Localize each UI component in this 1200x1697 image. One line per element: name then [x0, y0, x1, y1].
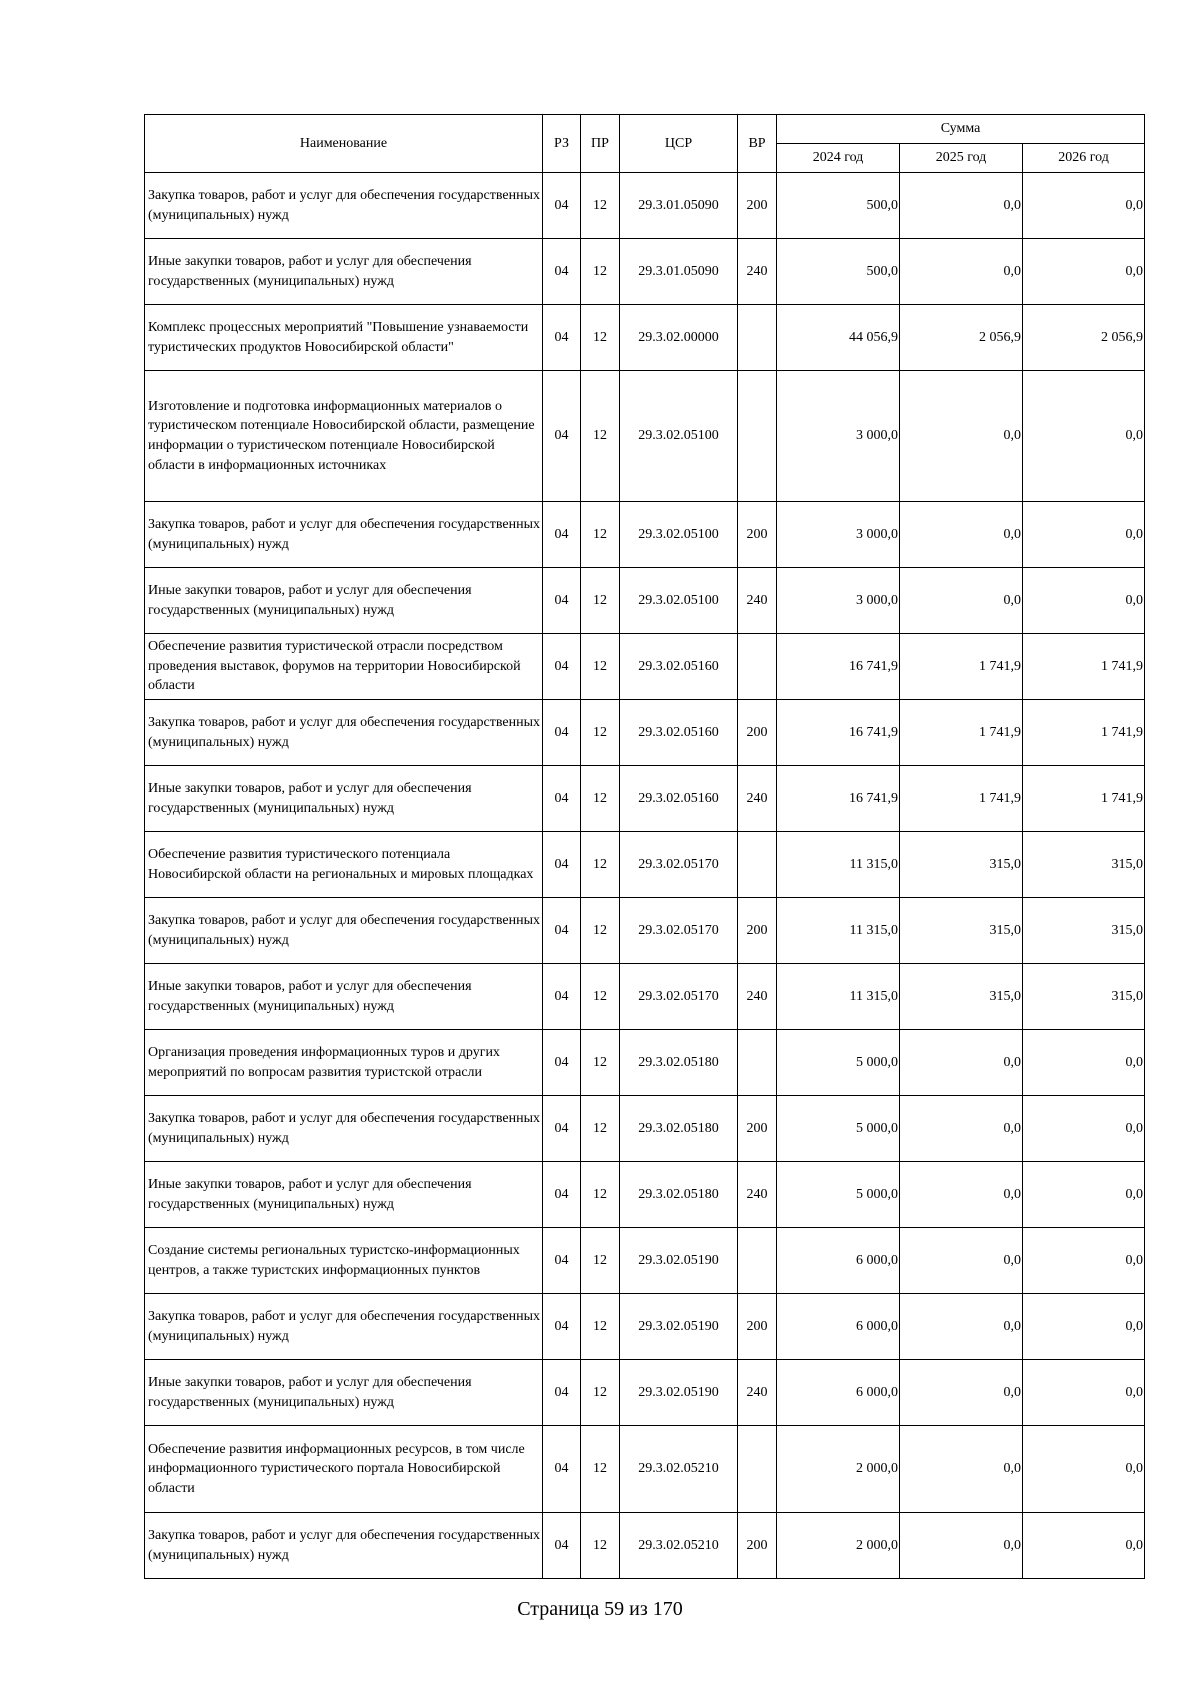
row-sum-2024: 6 000,0 — [777, 1228, 900, 1294]
row-pr: 12 — [581, 1426, 620, 1513]
row-csr: 29.3.02.05180 — [620, 1096, 738, 1162]
header-csr: ЦСР — [620, 115, 738, 173]
row-rz: 04 — [543, 1030, 581, 1096]
row-pr: 12 — [581, 173, 620, 239]
row-sum-2025: 0,0 — [900, 1162, 1023, 1228]
row-rz: 04 — [543, 1360, 581, 1426]
row-csr: 29.3.02.05190 — [620, 1360, 738, 1426]
row-sum-2024: 3 000,0 — [777, 568, 900, 634]
row-csr: 29.3.01.05090 — [620, 173, 738, 239]
row-name: Закупка товаров, работ и услуг для обеспечения государственных (муниципальных) нужд — [145, 502, 543, 568]
row-sum-2025: 315,0 — [900, 832, 1023, 898]
row-sum-2025: 315,0 — [900, 898, 1023, 964]
row-sum-2025: 0,0 — [900, 1228, 1023, 1294]
table-row — [145, 1360, 1145, 1426]
row-sum-2024: 11 315,0 — [777, 832, 900, 898]
row-vr: 240 — [738, 568, 777, 634]
row-pr: 12 — [581, 568, 620, 634]
row-csr: 29.3.02.05210 — [620, 1513, 738, 1579]
row-vr — [738, 1228, 777, 1294]
header-rz: РЗ — [543, 115, 581, 173]
row-rz: 04 — [543, 305, 581, 371]
row-csr: 29.3.02.05160 — [620, 700, 738, 766]
row-name: Создание системы региональных туристско-информационных центров, а также туристских информационных пунктов — [145, 1228, 543, 1294]
row-rz: 04 — [543, 898, 581, 964]
row-rz: 04 — [543, 371, 581, 502]
row-pr: 12 — [581, 1228, 620, 1294]
row-name: Иные закупки товаров, работ и услуг для обеспечения государственных (муниципальных) нужд — [145, 964, 543, 1030]
row-pr: 12 — [581, 371, 620, 502]
row-pr: 12 — [581, 634, 620, 700]
row-sum-2025: 0,0 — [900, 1426, 1023, 1513]
table-row — [145, 502, 1145, 568]
row-csr: 29.3.01.05090 — [620, 239, 738, 305]
row-name: Изготовление и подготовка информационных материалов о туристическом потенциале Новосибирской области, размещение информации о туристическом потенциале Новосибирской области в информационных источниках — [145, 371, 543, 502]
table-row — [145, 305, 1145, 371]
row-sum-2024: 44 056,9 — [777, 305, 900, 371]
row-sum-2026: 0,0 — [1023, 502, 1145, 568]
row-sum-2026: 0,0 — [1023, 1162, 1145, 1228]
row-sum-2025: 1 741,9 — [900, 766, 1023, 832]
row-sum-2026: 315,0 — [1023, 832, 1145, 898]
row-sum-2025: 1 741,9 — [900, 700, 1023, 766]
row-rz: 04 — [543, 1426, 581, 1513]
row-sum-2025: 0,0 — [900, 371, 1023, 502]
row-csr: 29.3.02.05100 — [620, 568, 738, 634]
row-name: Закупка товаров, работ и услуг для обеспечения государственных (муниципальных) нужд — [145, 898, 543, 964]
row-sum-2025: 0,0 — [900, 239, 1023, 305]
row-pr: 12 — [581, 502, 620, 568]
row-sum-2024: 16 741,9 — [777, 700, 900, 766]
row-sum-2024: 5 000,0 — [777, 1096, 900, 1162]
row-name: Иные закупки товаров, работ и услуг для обеспечения государственных (муниципальных) нужд — [145, 766, 543, 832]
row-sum-2026: 0,0 — [1023, 1360, 1145, 1426]
table-row — [145, 1228, 1145, 1294]
row-vr: 240 — [738, 964, 777, 1030]
row-vr: 200 — [738, 502, 777, 568]
row-sum-2024: 5 000,0 — [777, 1162, 900, 1228]
row-vr: 240 — [738, 766, 777, 832]
row-vr: 200 — [738, 1513, 777, 1579]
table-row — [145, 1096, 1145, 1162]
row-name: Иные закупки товаров, работ и услуг для обеспечения государственных (муниципальных) нужд — [145, 239, 543, 305]
row-csr: 29.3.02.05180 — [620, 1162, 738, 1228]
row-sum-2025: 315,0 — [900, 964, 1023, 1030]
row-sum-2024: 6 000,0 — [777, 1294, 900, 1360]
row-pr: 12 — [581, 832, 620, 898]
row-rz: 04 — [543, 766, 581, 832]
row-vr: 200 — [738, 1294, 777, 1360]
row-rz: 04 — [543, 239, 581, 305]
row-rz: 04 — [543, 634, 581, 700]
row-rz: 04 — [543, 502, 581, 568]
row-csr: 29.3.02.00000 — [620, 305, 738, 371]
row-rz: 04 — [543, 568, 581, 634]
row-name: Иные закупки товаров, работ и услуг для обеспечения государственных (муниципальных) нужд — [145, 568, 543, 634]
row-sum-2024: 2 000,0 — [777, 1513, 900, 1579]
row-rz: 04 — [543, 964, 581, 1030]
row-rz: 04 — [543, 1096, 581, 1162]
row-sum-2025: 0,0 — [900, 173, 1023, 239]
row-vr: 240 — [738, 1360, 777, 1426]
table-row — [145, 634, 1145, 700]
page-number: Страница 59 из 170 — [517, 1598, 683, 1620]
row-sum-2026: 0,0 — [1023, 1030, 1145, 1096]
row-sum-2024: 500,0 — [777, 173, 900, 239]
row-vr: 200 — [738, 898, 777, 964]
row-csr: 29.3.02.05160 — [620, 766, 738, 832]
table-row — [145, 371, 1145, 502]
table-header — [145, 115, 1145, 173]
row-sum-2026: 0,0 — [1023, 1294, 1145, 1360]
row-sum-2025: 0,0 — [900, 1294, 1023, 1360]
row-sum-2026: 1 741,9 — [1023, 634, 1145, 700]
row-pr: 12 — [581, 1360, 620, 1426]
table-row — [145, 1162, 1145, 1228]
table-row — [145, 1294, 1145, 1360]
row-pr: 12 — [581, 766, 620, 832]
header-name: Наименование — [145, 115, 543, 173]
header-vr: ВР — [738, 115, 777, 173]
row-pr: 12 — [581, 898, 620, 964]
row-pr: 12 — [581, 305, 620, 371]
row-rz: 04 — [543, 173, 581, 239]
row-csr: 29.3.02.05100 — [620, 502, 738, 568]
row-rz: 04 — [543, 1513, 581, 1579]
row-name: Организация проведения информационных туров и других мероприятий по вопросам развития туристской отрасли — [145, 1030, 543, 1096]
row-sum-2024: 3 000,0 — [777, 371, 900, 502]
row-vr — [738, 832, 777, 898]
row-rz: 04 — [543, 832, 581, 898]
table-row — [145, 898, 1145, 964]
table-row — [145, 700, 1145, 766]
row-sum-2024: 16 741,9 — [777, 766, 900, 832]
row-rz: 04 — [543, 1228, 581, 1294]
row-sum-2024: 16 741,9 — [777, 634, 900, 700]
row-rz: 04 — [543, 1294, 581, 1360]
row-sum-2024: 500,0 — [777, 239, 900, 305]
row-name: Комплекс процессных мероприятий "Повышение узнаваемости туристических продуктов Новосибирской области" — [145, 305, 543, 371]
header-sum: Сумма — [777, 115, 1145, 144]
row-sum-2025: 1 741,9 — [900, 634, 1023, 700]
row-pr: 12 — [581, 1096, 620, 1162]
row-pr: 12 — [581, 239, 620, 305]
row-sum-2025: 0,0 — [900, 568, 1023, 634]
table-row — [145, 766, 1145, 832]
row-csr: 29.3.02.05100 — [620, 371, 738, 502]
row-name: Иные закупки товаров, работ и услуг для обеспечения государственных (муниципальных) нужд — [145, 1360, 543, 1426]
row-sum-2025: 0,0 — [900, 1513, 1023, 1579]
table-body — [145, 173, 1145, 1579]
row-sum-2026: 0,0 — [1023, 173, 1145, 239]
row-csr: 29.3.02.05160 — [620, 634, 738, 700]
row-vr — [738, 1426, 777, 1513]
row-vr — [738, 371, 777, 502]
row-vr: 200 — [738, 173, 777, 239]
row-vr: 200 — [738, 1096, 777, 1162]
budget-table — [144, 114, 1145, 1579]
row-csr: 29.3.02.05190 — [620, 1228, 738, 1294]
row-name: Закупка товаров, работ и услуг для обеспечения государственных (муниципальных) нужд — [145, 700, 543, 766]
row-sum-2024: 11 315,0 — [777, 898, 900, 964]
row-name: Закупка товаров, работ и услуг для обеспечения государственных (муниципальных) нужд — [145, 1096, 543, 1162]
row-sum-2025: 0,0 — [900, 1096, 1023, 1162]
row-sum-2026: 0,0 — [1023, 1513, 1145, 1579]
row-pr: 12 — [581, 1513, 620, 1579]
table-row — [145, 239, 1145, 305]
row-pr: 12 — [581, 1030, 620, 1096]
table-row — [145, 1513, 1145, 1579]
row-sum-2025: 0,0 — [900, 1360, 1023, 1426]
row-sum-2024: 6 000,0 — [777, 1360, 900, 1426]
row-pr: 12 — [581, 700, 620, 766]
row-sum-2026: 0,0 — [1023, 1228, 1145, 1294]
row-sum-2026: 0,0 — [1023, 568, 1145, 634]
row-csr: 29.3.02.05210 — [620, 1426, 738, 1513]
header-2025: 2025 год — [900, 144, 1023, 173]
table-row — [145, 964, 1145, 1030]
table-row — [145, 1030, 1145, 1096]
row-sum-2026: 2 056,9 — [1023, 305, 1145, 371]
row-vr: 240 — [738, 1162, 777, 1228]
row-pr: 12 — [581, 1162, 620, 1228]
row-vr: 200 — [738, 700, 777, 766]
row-sum-2024: 5 000,0 — [777, 1030, 900, 1096]
row-sum-2026: 315,0 — [1023, 964, 1145, 1030]
row-vr — [738, 305, 777, 371]
row-sum-2025: 2 056,9 — [900, 305, 1023, 371]
row-csr: 29.3.02.05170 — [620, 832, 738, 898]
row-vr — [738, 1030, 777, 1096]
row-csr: 29.3.02.05170 — [620, 964, 738, 1030]
row-sum-2026: 315,0 — [1023, 898, 1145, 964]
row-rz: 04 — [543, 1162, 581, 1228]
row-vr: 240 — [738, 239, 777, 305]
row-name: Обеспечение развития туристической отрасли посредством проведения выставок, форумов на территории Новосибирской области — [145, 634, 543, 700]
row-sum-2026: 0,0 — [1023, 239, 1145, 305]
table-row — [145, 832, 1145, 898]
row-pr: 12 — [581, 1294, 620, 1360]
row-sum-2026: 0,0 — [1023, 1426, 1145, 1513]
table-row — [145, 1426, 1145, 1513]
row-csr: 29.3.02.05190 — [620, 1294, 738, 1360]
row-name: Закупка товаров, работ и услуг для обеспечения государственных (муниципальных) нужд — [145, 173, 543, 239]
row-sum-2026: 0,0 — [1023, 371, 1145, 502]
row-sum-2026: 1 741,9 — [1023, 700, 1145, 766]
table-row — [145, 568, 1145, 634]
row-name: Обеспечение развития информационных ресурсов, в том числе информационного туристического портала Новосибирской области — [145, 1426, 543, 1513]
row-name: Закупка товаров, работ и услуг для обеспечения государственных (муниципальных) нужд — [145, 1294, 543, 1360]
row-csr: 29.3.02.05170 — [620, 898, 738, 964]
row-name: Закупка товаров, работ и услуг для обеспечения государственных (муниципальных) нужд — [145, 1513, 543, 1579]
row-sum-2025: 0,0 — [900, 1030, 1023, 1096]
header-pr: ПР — [581, 115, 620, 173]
row-csr: 29.3.02.05180 — [620, 1030, 738, 1096]
row-sum-2026: 1 741,9 — [1023, 766, 1145, 832]
row-sum-2024: 2 000,0 — [777, 1426, 900, 1513]
row-sum-2024: 3 000,0 — [777, 502, 900, 568]
row-pr: 12 — [581, 964, 620, 1030]
row-rz: 04 — [543, 700, 581, 766]
row-sum-2024: 11 315,0 — [777, 964, 900, 1030]
row-vr — [738, 634, 777, 700]
header-2024: 2024 год — [777, 144, 900, 173]
row-sum-2025: 0,0 — [900, 502, 1023, 568]
row-name: Обеспечение развития туристического потенциала Новосибирской области на региональных и мировых площадках — [145, 832, 543, 898]
row-name: Иные закупки товаров, работ и услуг для обеспечения государственных (муниципальных) нужд — [145, 1162, 543, 1228]
table-row — [145, 173, 1145, 239]
row-sum-2026: 0,0 — [1023, 1096, 1145, 1162]
header-2026: 2026 год — [1023, 144, 1145, 173]
